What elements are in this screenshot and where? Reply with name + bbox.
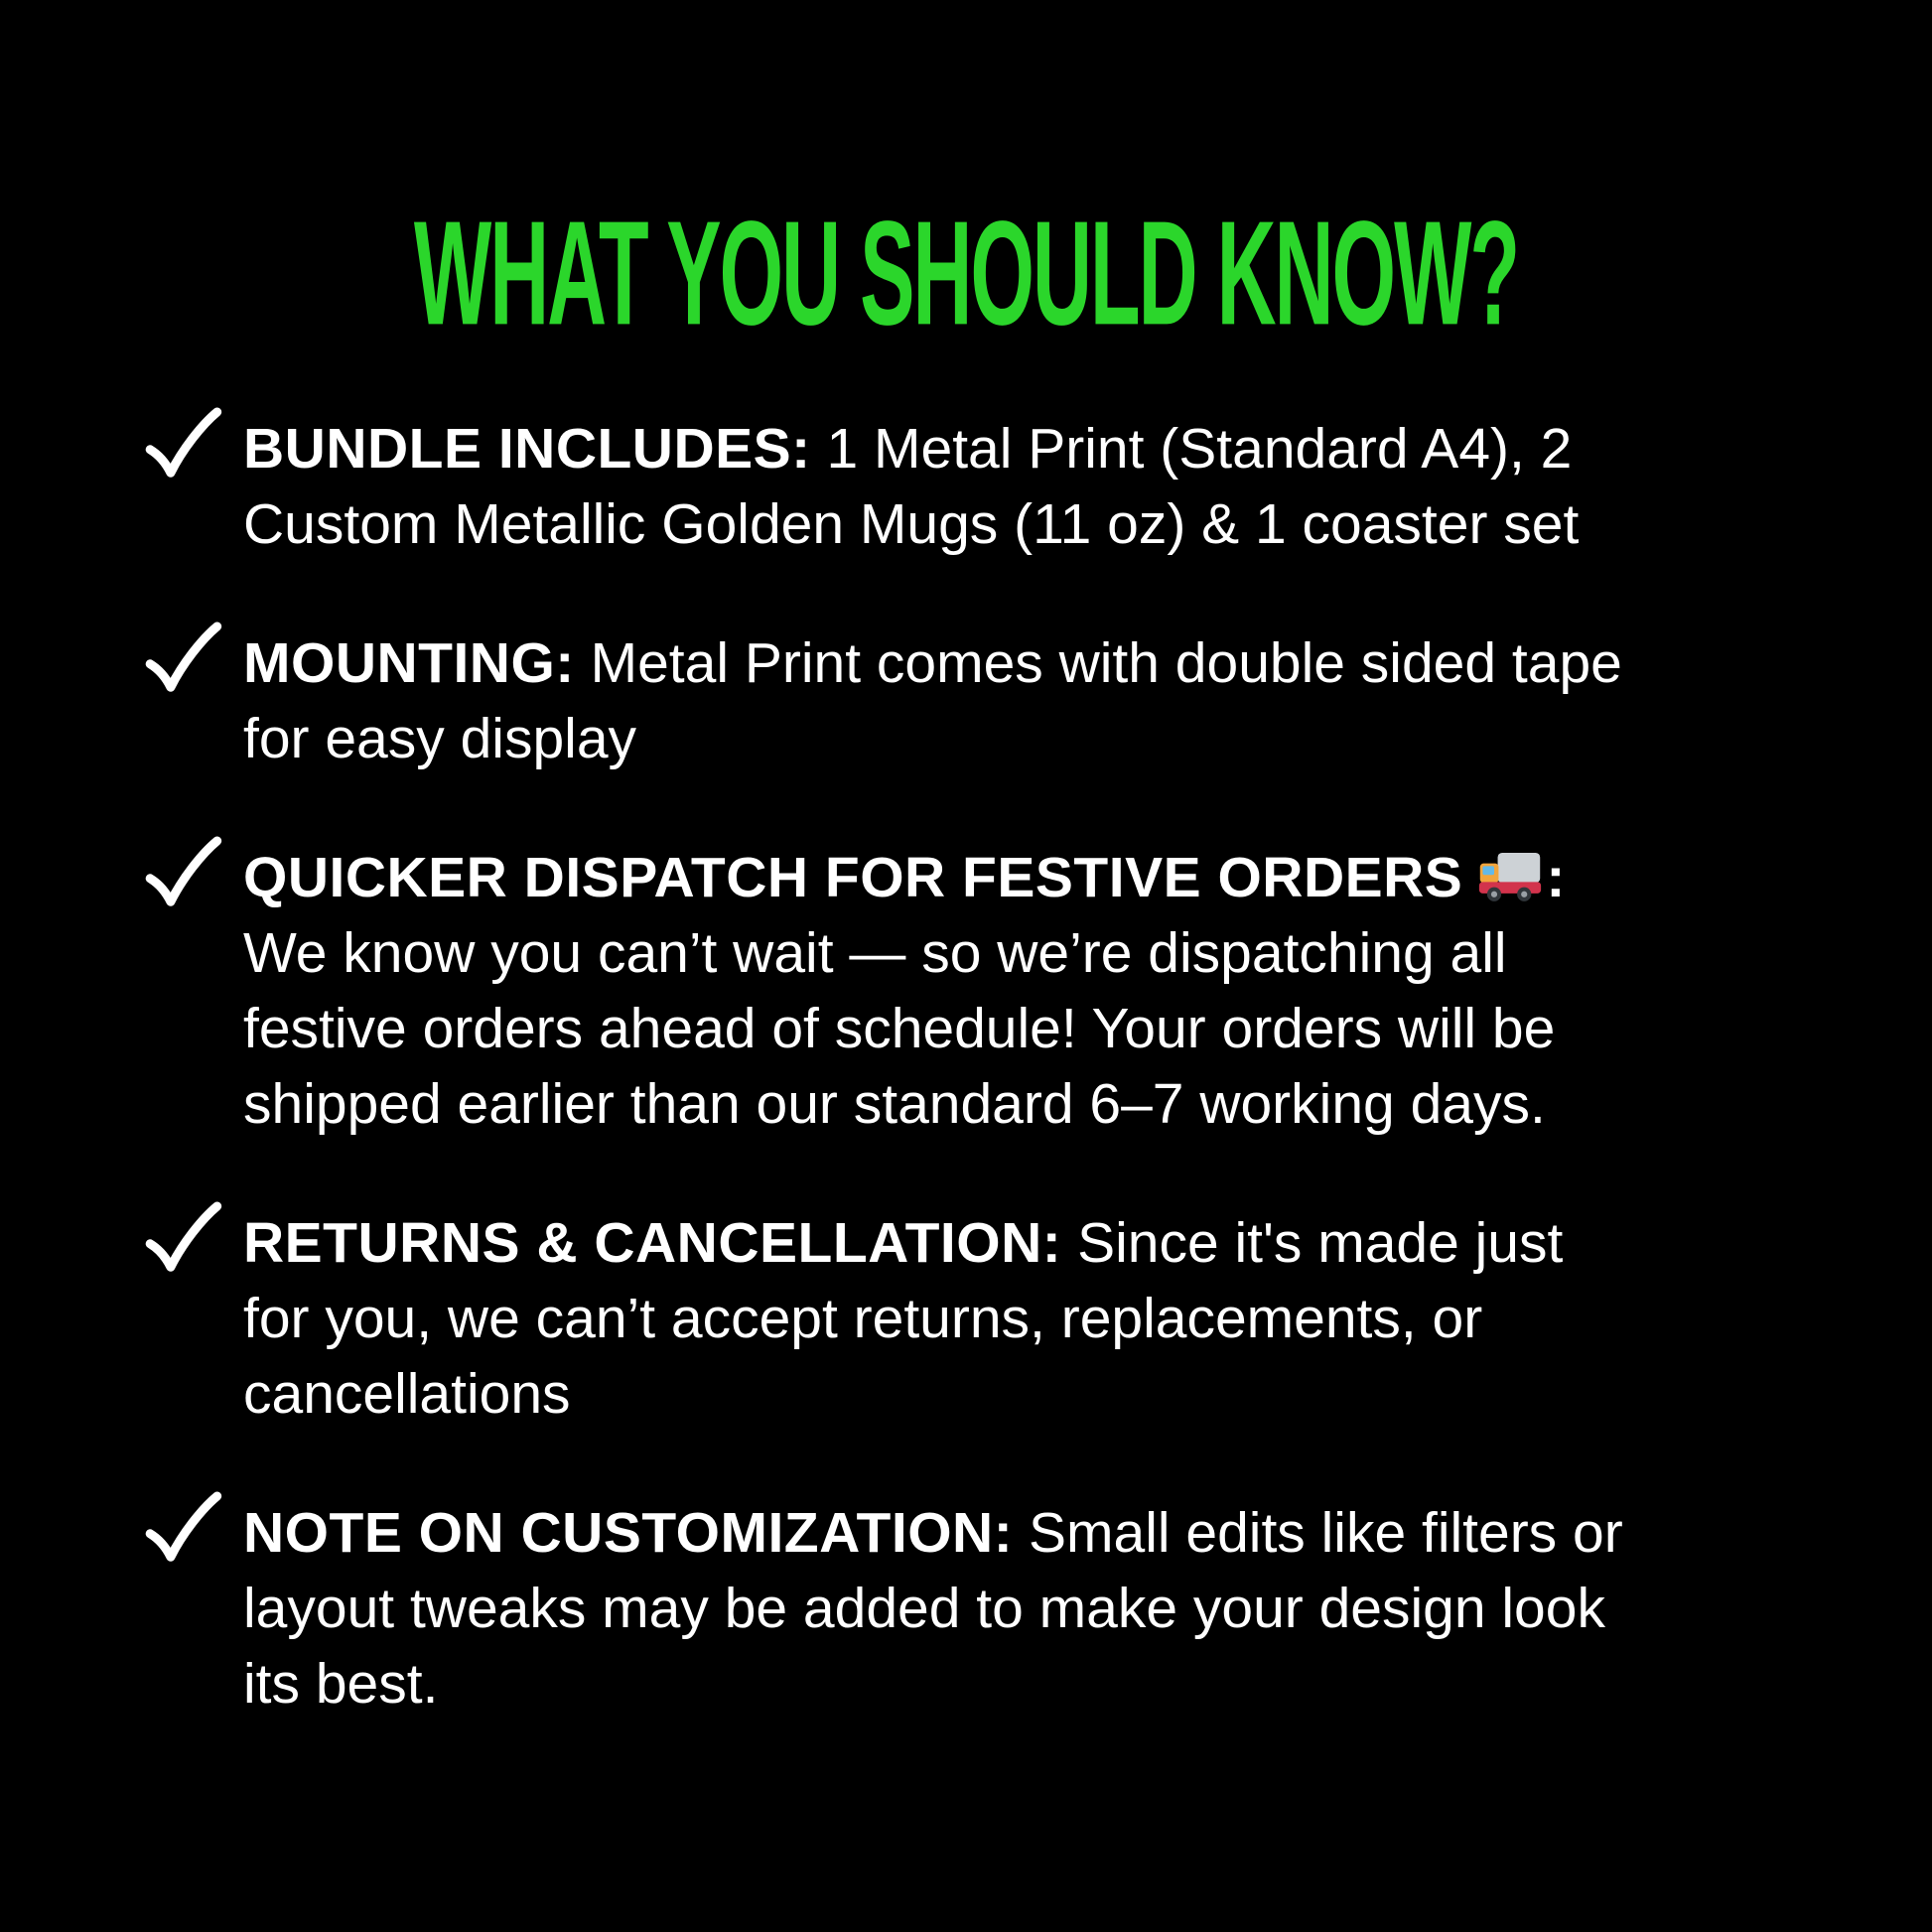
check-icon [134,1487,223,1577]
check-icon [134,832,223,921]
check-column [134,1495,243,1577]
page-title: WHAT YOU SHOULD KNOW? [413,190,1519,356]
list-item-label: MOUNTING: [243,630,575,695]
check-column [134,1205,243,1287]
list-item [134,1495,1723,1722]
list-item [134,1205,1723,1432]
list-item [134,625,1723,776]
list-item-label: RETURNS & CANCELLATION: [243,1210,1062,1275]
list-item [134,411,1723,562]
list-item-text [243,411,1643,562]
list-item-body: We know you can’t wait — so we’re dispatching all festive orders ahead of schedule! Your orders will be shipped earlier than our standard 6–7 working days. [243,920,1556,1136]
list-item-body: Small edits like filters or layout tweaks may be added to make your design look its best. [243,1500,1623,1716]
list-item-text [243,1205,1643,1432]
check-column [134,625,243,707]
list-item-body: Since it's made just for you, we can’t accept returns, replacements, or cancellations [243,1210,1564,1426]
list-item-text [243,625,1643,776]
check-icon [134,618,223,707]
list-item [134,840,1723,1142]
list-item-label: BUNDLE INCLUDES: [243,416,811,481]
list-item-text [243,1495,1643,1722]
list-item-text [243,840,1643,1142]
list-item-body: Metal Print comes with double sided tape for easy display [243,630,1622,770]
checklist [134,411,1723,1722]
check-icon [134,1197,223,1287]
check-column [134,840,243,921]
truck-emoji-icon [1478,851,1542,902]
list-item-label: QUICKER DISPATCH FOR FESTIVE ORDERS : [243,845,1566,909]
check-column [134,411,243,492]
list-item-body: 1 Metal Print (Standard A4), 2 Custom Metallic Golden Mugs (11 oz) & 1 coaster set [243,416,1580,556]
list-item-label: NOTE ON CUSTOMIZATION: [243,1500,1014,1565]
check-icon [134,403,223,492]
